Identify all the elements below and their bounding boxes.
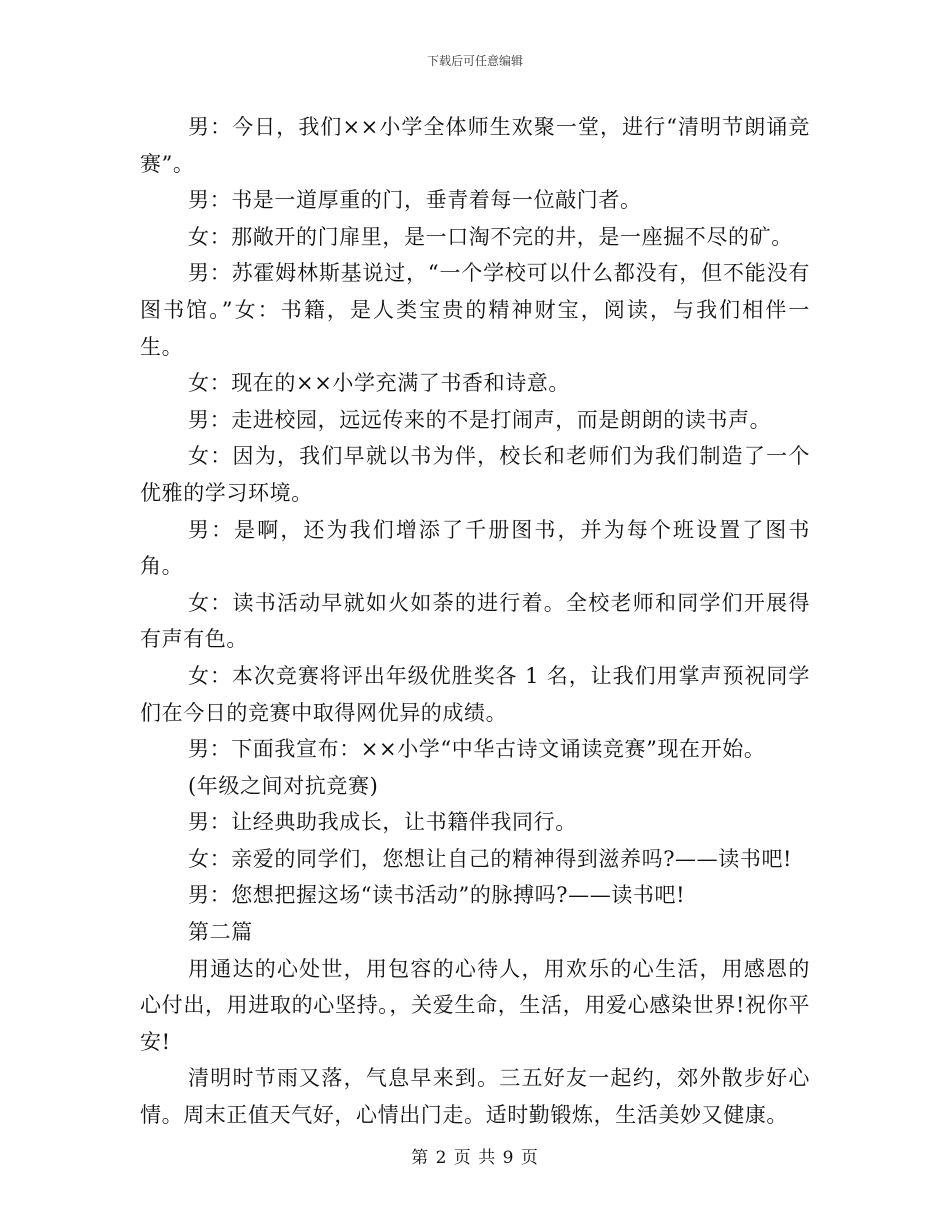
page-header: 下载后可任意编辑 <box>426 54 523 68</box>
paragraph: 男：是啊，还为我们增添了千册图书，并为每个班设置了图书角。 <box>140 517 810 579</box>
paragraph: 男：苏霍姆林斯基说过，“一个学校可以什么都没有，但不能没有图书馆。”女：书籍，是人类宝贵的精神财宝，阅读，与我们相伴一生。 <box>140 261 810 359</box>
paragraph: 女：因为，我们早就以书为伴，校长和老师们为我们制造了一个优雅的学习环境。 <box>140 444 810 505</box>
paragraph: 男：书是一道厚重的门，垂青着每一位敲门者。 <box>188 188 642 213</box>
paragraph: 女：读书活动早就如火如荼的进行着。全校老师和同学们开展得有声有色。 <box>140 590 810 652</box>
paragraph: 清明时节雨又落，气息早来到。三五好友一起约，郊外散步好心情。周末正值天气好，心情出门走。适时勤锻炼，生活美妙又健康。 <box>140 1066 810 1128</box>
paragraph: 男：下面我宣布：××小学“中华古诗文诵读竞赛”现在开始。 <box>188 737 766 762</box>
page-number-footer: 第 2 页 共 9 页 <box>411 1148 539 1168</box>
paragraph: 女：本次竞赛将评出年级优胜奖各 1 名，让我们用掌声预祝同学们在今日的竞赛中取得网优异的成绩。 <box>140 663 810 725</box>
paragraph: 男：今日，我们××小学全体师生欢聚一堂，进行“清明节朗诵竞赛”。 <box>140 115 810 176</box>
section-heading: 第二篇 <box>188 920 253 945</box>
paragraph: 女：亲爱的同学们，您想让自己的精神得到滋养吗?——读书吧! <box>188 846 793 871</box>
paragraph: 女：现在的××小学充满了书香和诗意。 <box>188 371 570 396</box>
paragraph: 男：走进校园，远远传来的不是打闹声，而是朗朗的读书声。 <box>188 407 772 432</box>
paragraph: (年级之间对抗竞赛) <box>188 773 379 798</box>
paragraph: 用通达的心处世，用包容的心待人，用欢乐的心生活，用感恩的心付出，用进取的心坚持。，关爱生命，生活，用爱心感染世界!祝你平安! <box>140 956 810 1054</box>
paragraph: 男：您想把握这场“读书活动”的脉搏吗?——读书吧! <box>188 883 686 908</box>
document-body <box>140 109 810 1134</box>
paragraph: 女：那敞开的门扉里，是一口淘不完的井，是一座掘不尽的矿。 <box>188 224 793 249</box>
paragraph: 男：让经典助我成长，让书籍伴我同行。 <box>188 810 577 835</box>
